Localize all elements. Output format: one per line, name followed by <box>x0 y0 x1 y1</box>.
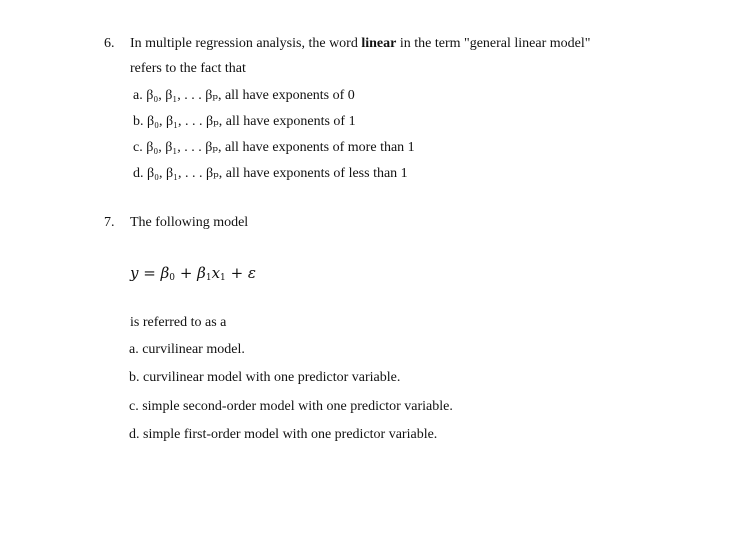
question-6-option-a[interactable] <box>133 87 355 104</box>
option-letter: b. <box>133 114 144 129</box>
question-6-option-b[interactable] <box>133 113 356 130</box>
option-text: β₀, β₁, . . . βₚ, all have exponents of 1 <box>147 114 356 129</box>
question-7-stem: The following model <box>130 215 249 230</box>
formula-plus: + <box>179 264 193 282</box>
question-7-option-b[interactable]: b. curvilinear model with one predictor variable. <box>129 370 401 385</box>
option-letter: d. <box>133 166 144 181</box>
question-7-option-d[interactable]: d. simple first-order model with one predictor variable. <box>129 427 438 442</box>
option-letter: c. <box>133 140 143 155</box>
question-6-option-c[interactable] <box>133 139 415 156</box>
option-text: β₀, β₁, . . . βₚ, all have exponents of 0 <box>146 88 355 103</box>
formula-x-1: $x_1$ <box>211 264 226 283</box>
option-text: β₀, β₁, . . . βₚ, all have exponents of less than 1 <box>147 166 408 181</box>
formula-epsilon: ε <box>247 264 256 282</box>
question-6-option-d[interactable] <box>133 165 408 182</box>
option-text: β₀, β₁, . . . βₚ, all have exponents of more than 1 <box>146 140 415 155</box>
question-6-line-2: refers to the fact that <box>130 61 246 76</box>
model-formula <box>130 264 256 282</box>
formula-y: y <box>130 264 139 282</box>
question-7-number: 7. <box>104 215 115 230</box>
formula-beta-1: $\beta_1$ <box>197 264 212 283</box>
option-letter: a. <box>133 88 143 103</box>
question-7-referred: is referred to as a <box>130 315 227 330</box>
question-7-option-c[interactable]: c. simple second-order model with one predictor variable. <box>129 399 453 414</box>
question-6-line-1 <box>130 36 590 52</box>
question-6-text-end: in the term "general linear model" <box>396 36 591 51</box>
formula-plus: + <box>230 264 244 282</box>
formula-equals: = <box>143 264 156 282</box>
question-6-text-start: In multiple regression analysis, the word <box>130 36 362 51</box>
question-7-option-a[interactable]: a. curvilinear model. <box>129 342 245 357</box>
bold-term-linear: linear <box>361 36 397 51</box>
formula-beta-0: $\beta_0$ <box>160 264 176 283</box>
question-6-number: 6. <box>104 36 115 51</box>
